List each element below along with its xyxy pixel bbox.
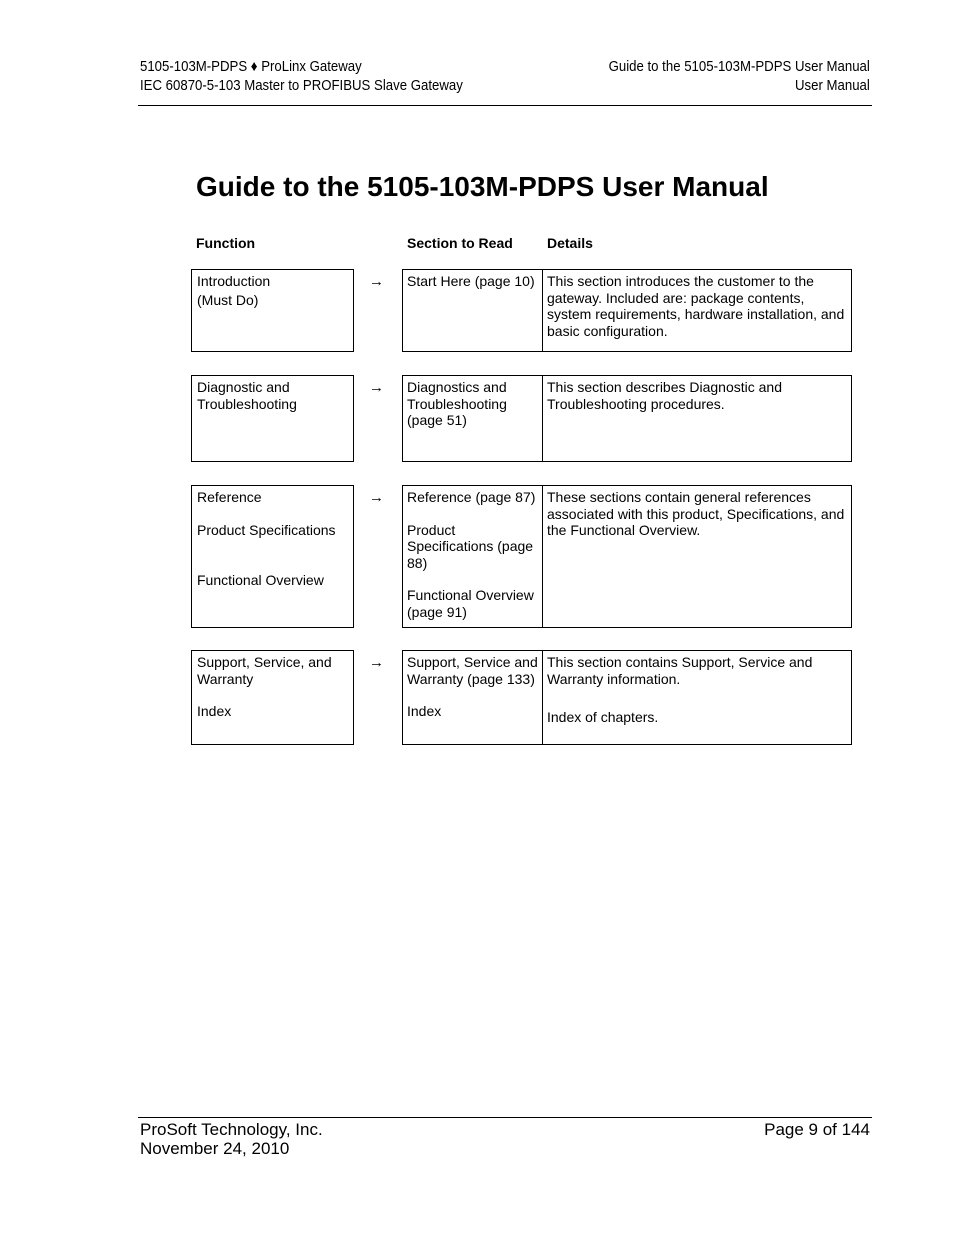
section-link[interactable]: Product Specifications (page 88) [407, 521, 534, 571]
function-box-diagnostics [191, 375, 354, 462]
section-link[interactable]: Diagnostics and Troubleshooting (page 51) [407, 379, 507, 428]
section-box-introduction [402, 269, 852, 352]
section-link[interactable]: Index [407, 703, 442, 719]
section-link[interactable]: Reference (page 87) [407, 489, 536, 505]
running-header-right [609, 57, 870, 95]
details-text: Index of chapters. [547, 709, 659, 725]
details-text: This section introduces the customer to the gateway. Included are: package contents, system requirements, hardware installation, and basic configuration. [547, 273, 845, 339]
section-box-reference [402, 485, 852, 628]
function-label: Reference [197, 489, 262, 505]
function-label: Functional Overview [197, 572, 324, 588]
header-divider [138, 105, 872, 106]
footer-date: November 24, 2010 [140, 1139, 290, 1158]
column-heading-function: Function [196, 235, 256, 251]
section-link[interactable]: Support, Service and Warranty (page 133) [407, 654, 538, 687]
header-product-description: IEC 60870-5-103 Master to PROFIBUS Slave Gateway [140, 77, 463, 94]
section-cell [403, 270, 543, 351]
details-cell [543, 486, 851, 627]
details-cell [543, 651, 851, 744]
section-box-support [402, 650, 852, 745]
footer-divider [138, 1117, 872, 1118]
function-label: Product Specifications [197, 521, 336, 538]
section-link[interactable]: Functional Overview (page 91) [407, 587, 534, 620]
footer-page-number: Page 9 of 144 [764, 1120, 870, 1139]
header-chapter-title: Guide to the 5105-103M-PDPS User Manual [608, 58, 870, 75]
page-title: Guide to the 5105-103M-PDPS User Manual [196, 171, 769, 202]
arrow-right-icon: → [369, 379, 384, 396]
function-label: Support, Service, and Warranty [197, 654, 332, 687]
function-box-reference [191, 485, 354, 628]
footer-left [140, 1120, 323, 1158]
function-label: (Must Do) [197, 291, 259, 308]
function-label: Index [197, 703, 232, 719]
details-cell [543, 376, 851, 461]
function-label: Diagnostic and Troubleshooting [197, 379, 297, 412]
arrow-right-icon: → [369, 654, 384, 671]
section-cell [403, 651, 543, 744]
section-cell [403, 376, 543, 461]
section-cell [403, 486, 543, 627]
column-heading-details: Details [547, 235, 593, 251]
function-box-support [191, 650, 354, 745]
details-text: This section describes Diagnostic and Troubleshooting procedures. [547, 379, 783, 412]
function-box-introduction [191, 269, 354, 352]
running-header-left [140, 57, 463, 95]
section-link[interactable]: Start Here (page 10) [407, 273, 535, 289]
column-heading-section: Section to Read [407, 235, 513, 251]
header-document-type: User Manual [795, 77, 870, 94]
header-product-line: 5105-103M-PDPS ♦ ProLinx Gateway [140, 58, 362, 75]
footer-company: ProSoft Technology, Inc. [140, 1120, 323, 1139]
arrow-right-icon: → [369, 489, 384, 506]
details-text: This section contains Support, Service and Warranty information. [547, 654, 813, 687]
arrow-right-icon: → [369, 273, 384, 290]
section-box-diagnostics [402, 375, 852, 462]
details-cell [543, 270, 851, 351]
details-text: These sections contain general references associated with this product, Specifications, and the Functional Overview. [547, 489, 845, 538]
function-label: Introduction [197, 273, 271, 289]
